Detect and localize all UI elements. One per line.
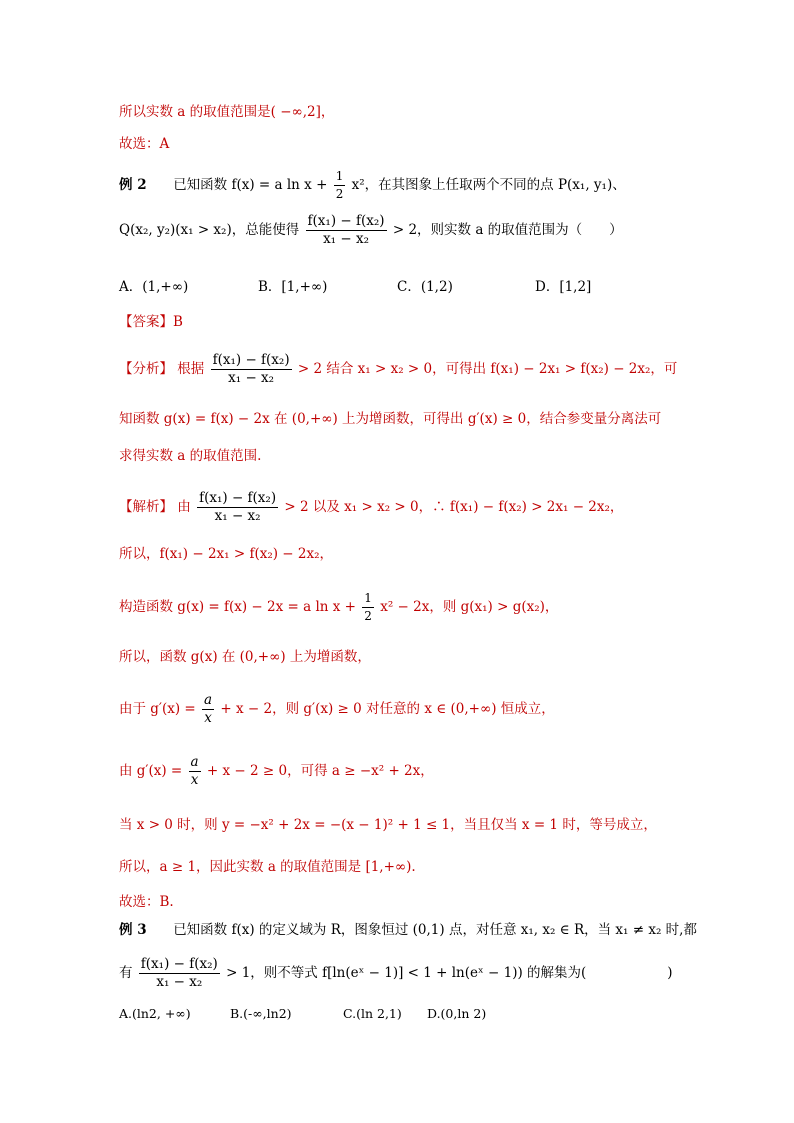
example3-option-c: C.(ln 2,1)	[343, 1006, 402, 1021]
option-a: A．(1,+∞)	[119, 279, 189, 295]
a-over-x-fraction-2: $\frac{a}{x}$	[190, 754, 199, 788]
half-fraction-2: $\frac{1}{2}$	[364, 591, 372, 623]
example2-text-c: Q(x₂, y₂)(x₁ > x₂)，总能使得	[119, 222, 300, 238]
solution-tag: 【解析】	[119, 499, 173, 515]
analysis-fraction: $\frac{\text{f(x₁) − f(x₂)}}{\text{x₁ − x₂}}$	[212, 352, 290, 386]
analysis-line3: 求得实数 a 的取值范围.	[119, 448, 262, 464]
solution-line2: 所以，f(x₁) − 2x₁ > f(x₂) − 2x₂，	[119, 546, 334, 562]
example2-text-a: 已知函数 f(x) = a ln x +	[173, 177, 328, 193]
half-fraction: $\frac{1}{2}$	[335, 169, 344, 201]
analysis-tag: 【分析】	[119, 361, 173, 377]
difference-quotient-fraction: $\frac{\text{f(x₁) − f(x₂)}}{\text{x₁ − x₂}}$	[307, 213, 385, 247]
solution-line5: 由于 g′(x) = $\frac{a}{x}$ + x − 2，则 g′(x) ≥ 0 对任意的 x ∈ (0,+∞) 恒成立，	[119, 692, 555, 726]
example3-line2: 有 $\frac{\text{f(x₁) − f(x₂)}}{\text{x₁ − x₂}}$ > 1，则不等式 f[ln(eˣ − 1)] < 1 + ln(eˣ − 1)) 的解集为( )	[119, 956, 673, 990]
answer-line: 【答案】B	[119, 314, 183, 330]
example3-label: 例 3	[119, 922, 147, 938]
example2-text-b: x²，在其图象上任取两个不同的点 P(x₁, y₁)、	[351, 177, 626, 193]
example2-line2	[119, 213, 623, 248]
example2-label: 例 2	[119, 177, 147, 193]
solution-fraction: $\frac{\text{f(x₁) − f(x₂)}}{\text{x₁ − x₂}}$	[199, 490, 277, 524]
choose-a-line: 故选：A	[119, 136, 170, 152]
example3-option-d: D.(0,ln 2)	[427, 1006, 487, 1021]
solution-line7: 当 x > 0 时，则 y = −x² + 2x = −(x − 1)² + 1 ≤ 1，当且仅当 x = 1 时，等号成立，	[119, 817, 657, 833]
solution-line1: 【解析】 由 $\frac{\text{f(x₁) − f(x₂)}}{\text{x₁ − x₂}}$ > 2 以及 x₁ > x₂ > 0，∴ f(x₁) − f(x₂) > 2x₁ − 2x₂，	[119, 490, 624, 524]
analysis-line1: 【分析】 根据 $\frac{\text{f(x₁) − f(x₂)}}{\text{x₁ − x₂}}$ > 2 结合 x₁ > x₂ > 0，可得出 f(x₁) − 2x₁ > f(x₂) − 2x₂，可	[119, 352, 678, 386]
example3-line1: 例 3 已知函数 f(x) 的定义域为 R，图象恒过 (0,1) 点，对任意 x₁, x₂ ∈ R，当 x₁ ≠ x₂ 时,都	[119, 922, 697, 938]
example2-line1	[119, 168, 626, 203]
example3-option-a: A.(ln2, +∞)	[119, 1006, 191, 1021]
analysis-line2: 知函数 g(x) = f(x) − 2x 在 (0,+∞) 上为增函数，可得出 g′(x) ≥ 0，结合参变量分离法可	[119, 411, 662, 427]
option-d: D．[1,2]	[535, 279, 592, 295]
option-c: C．(1,2)	[397, 279, 453, 295]
solution-line8: 所以，a ≥ 1，因此实数 a 的取值范围是 [1,+∞).	[119, 859, 416, 875]
solution-line3: 构造函数 g(x) = f(x) − 2x = a ln x + $\frac{1}{2}$ x² − 2x，则 g(x₁) > g(x₂)，	[119, 591, 559, 623]
range-conclusion-line: 所以实数 a 的取值范围是( −∞,2]，	[119, 104, 335, 120]
solution-line6: 由 g′(x) = $\frac{a}{x}$ + x − 2 ≥ 0，可得 a ≥ −x² + 2x，	[119, 754, 434, 788]
example3-fraction: $\frac{\text{f(x₁) − f(x₂)}}{\text{x₁ − x₂}}$	[140, 956, 218, 990]
option-b: B．[1,+∞)	[258, 279, 328, 295]
example3-option-b: B.(-∞,ln2)	[230, 1006, 292, 1021]
solution-line9: 故选：B.	[119, 894, 174, 910]
solution-line4: 所以，函数 g(x) 在 (0,+∞) 上为增函数，	[119, 649, 371, 665]
example2-text-d: > 2，则实数 a 的取值范围为（ ）	[392, 222, 623, 238]
a-over-x-fraction: $\frac{a}{x}$	[204, 692, 213, 726]
